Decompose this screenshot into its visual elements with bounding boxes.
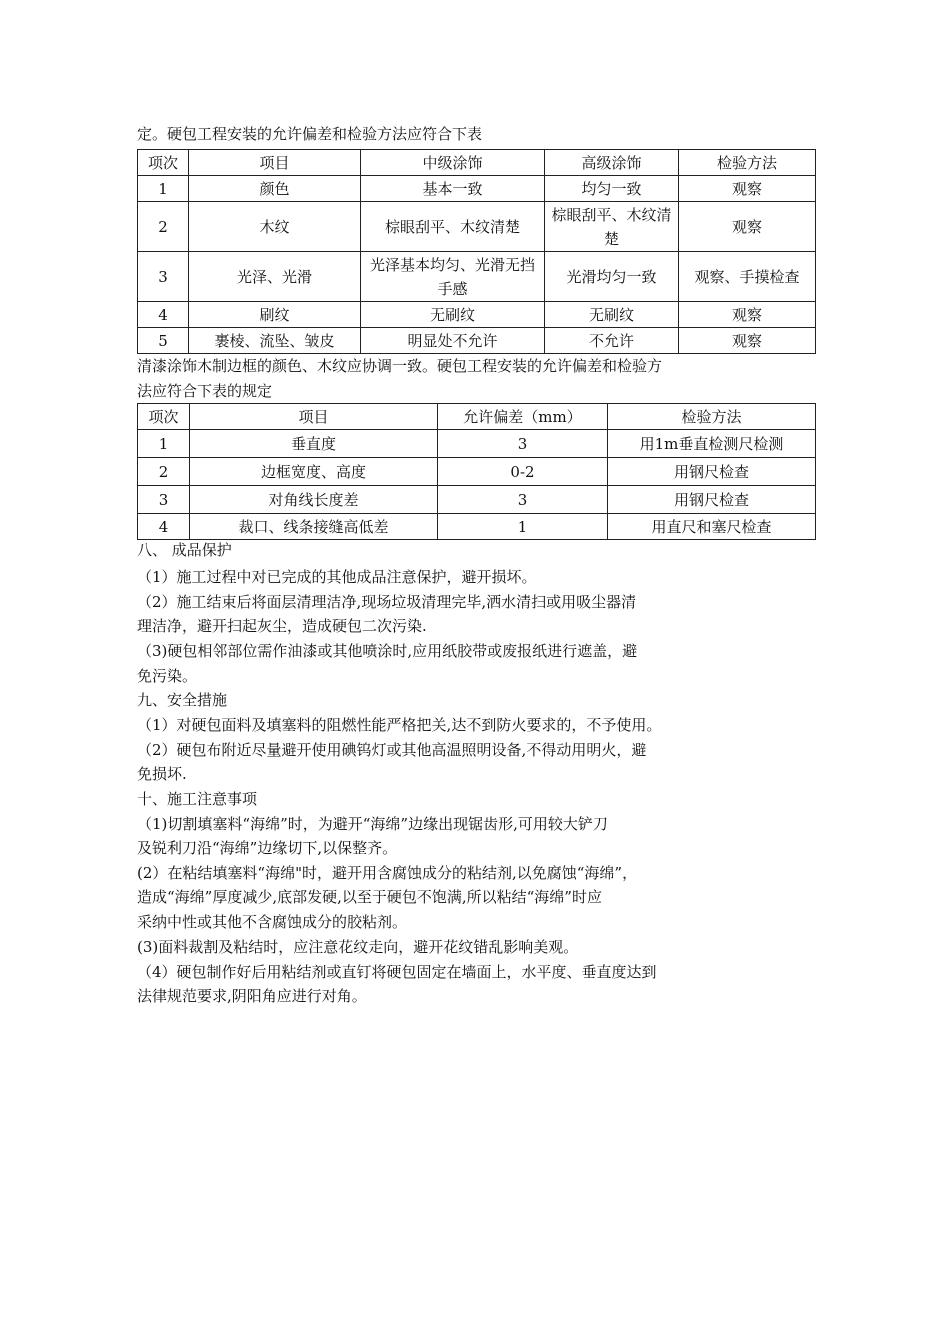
table-cell: 光泽、光滑	[189, 252, 361, 302]
table-cell: 2	[138, 458, 190, 486]
paragraph-line: 法应符合下表的规定	[137, 382, 273, 400]
paragraph-line: 法律规范要求,阴阳角应进行对角。	[137, 987, 367, 1005]
table-cell: 棕眼刮平、木纹清楚	[361, 202, 545, 252]
table-cell: 1	[138, 430, 190, 458]
table-cell: 用1m垂直检测尺检测	[608, 430, 816, 458]
table-row	[138, 328, 816, 354]
table-cell: 用钢尺检查	[608, 458, 816, 486]
table-row	[138, 302, 816, 328]
table-cell: 裹棱、流坠、皱皮	[189, 328, 361, 354]
header-cell: 中级涂饰	[361, 150, 545, 176]
table-cell: 基本一致	[361, 176, 545, 202]
section-heading: 九、安全措施	[137, 691, 228, 709]
table-cell: 刷纹	[189, 302, 361, 328]
paragraph-line: （2）硬包布附近尽量避开使用碘钨灯或其他高温照明设备,不得动用明火，避	[137, 741, 647, 759]
header-cell: 项次	[138, 404, 190, 430]
table-cell: 1	[138, 176, 189, 202]
table-cell: 4	[138, 302, 189, 328]
paragraph-line: 采纳中性或其他不含腐蚀成分的胶粘剂。	[137, 913, 408, 931]
table-cell: 垂直度	[190, 430, 438, 458]
table-cell: 3	[438, 430, 608, 458]
intro-line: 定。硬包工程安装的允许偏差和检验方法应符合下表	[137, 125, 483, 143]
table-cell: 光泽基本均匀、光滑无挡手感	[361, 252, 545, 302]
table-cell: 不允许	[545, 328, 679, 354]
paragraph-line: （1）施工过程中对已完成的其他成品注意保护，避开损坏。	[137, 568, 537, 586]
paragraph-line: （4）硬包制作好后用粘结剂或直钉将硬包固定在墙面上，水平度、垂直度达到	[137, 963, 657, 981]
table-row	[138, 514, 816, 540]
paragraph-line: （1）对硬包面料及填塞料的阻燃性能严格把关,达不到防火要求的，不予使用。	[137, 716, 662, 734]
table-header-row	[138, 404, 816, 430]
paragraph-line: 免污染。	[137, 667, 198, 685]
table-cell: 无刷纹	[361, 302, 545, 328]
table-cell: 3	[138, 252, 189, 302]
table-cell: 木纹	[189, 202, 361, 252]
paragraph-line: 清漆涂饰木制边框的颜色、木纹应协调一致。硬包工程安装的允许偏差和检验方	[137, 357, 663, 375]
paragraph-line: （1)切割填塞料“海绵”时，为避开“海绵”边缘出现锯齿形,可用较大铲刀	[137, 815, 608, 833]
table-cell: 颜色	[189, 176, 361, 202]
table-cell: 3	[138, 486, 190, 514]
paragraph-line: 造成“海绵”厚度减少,底部发硬,以至于硬包不饱满,所以粘结“海绵”时应	[137, 888, 602, 906]
table-cell: 明显处不允许	[361, 328, 545, 354]
table-cell: 1	[438, 514, 608, 540]
header-cell: 检验方法	[608, 404, 816, 430]
paragraph-line: (2）在粘结填塞料“海绵"时，避开用含腐蚀成分的粘结剂,以免腐蚀“海绵”，	[137, 864, 638, 882]
table-header-row	[138, 150, 816, 176]
table-row	[138, 202, 816, 252]
table-cell: 观察	[679, 176, 816, 202]
table-row	[138, 176, 816, 202]
table-cell: 光滑均匀一致	[545, 252, 679, 302]
table-cell: 棕眼刮平、木纹清楚	[545, 202, 679, 252]
table-cell: 3	[438, 486, 608, 514]
table-row	[138, 252, 816, 302]
table-cell: 4	[138, 514, 190, 540]
header-cell: 项目	[189, 150, 361, 176]
table-row	[138, 486, 816, 514]
header-cell: 允许偏差（mm）	[438, 404, 608, 430]
paragraph-line: 及锐利刀沿“海绵”边缘切下,以保整齐。	[137, 839, 398, 857]
table-cell: 观察	[679, 328, 816, 354]
header-cell: 检验方法	[679, 150, 816, 176]
paragraph-line: （3)硬包相邻部位需作油漆或其他喷涂时,应用纸胶带或废报纸进行遮盖，避	[137, 642, 638, 660]
table-cell: 边框宽度、高度	[190, 458, 438, 486]
table-cell: 0-2	[438, 458, 608, 486]
table-row	[138, 458, 816, 486]
section-heading: 八、 成品保护	[137, 541, 232, 559]
table-cell: 观察	[679, 302, 816, 328]
paragraph-line: 理洁净，避开扫起灰尘，造成硬包二次污染.	[137, 617, 427, 635]
table-cell: 裁口、线条接缝高低差	[190, 514, 438, 540]
paragraph-line: 免损坏.	[137, 765, 187, 783]
header-cell: 高级涂饰	[545, 150, 679, 176]
table-cell: 用钢尺检查	[608, 486, 816, 514]
table-cell: 用直尺和塞尺检查	[608, 514, 816, 540]
finish-tolerance-table	[137, 149, 816, 354]
table-cell: 2	[138, 202, 189, 252]
paragraph-line: (3)面料裁割及粘结时，应注意花纹走向，避开花纹错乱影响美观。	[137, 938, 579, 956]
paragraph-line: （2）施工结束后将面层清理洁净,现场垃圾清理完毕,洒水清扫或用吸尘器清	[137, 593, 637, 611]
table-cell: 对角线长度差	[190, 486, 438, 514]
table-cell: 观察	[679, 202, 816, 252]
table-cell: 无刷纹	[545, 302, 679, 328]
table-cell: 观察、手摸检查	[679, 252, 816, 302]
table-row	[138, 430, 816, 458]
frame-tolerance-table	[137, 403, 816, 540]
section-heading: 十、施工注意事项	[137, 790, 258, 808]
header-cell: 项目	[190, 404, 438, 430]
header-cell: 项次	[138, 150, 189, 176]
table-cell: 均匀一致	[545, 176, 679, 202]
table-cell: 5	[138, 328, 189, 354]
